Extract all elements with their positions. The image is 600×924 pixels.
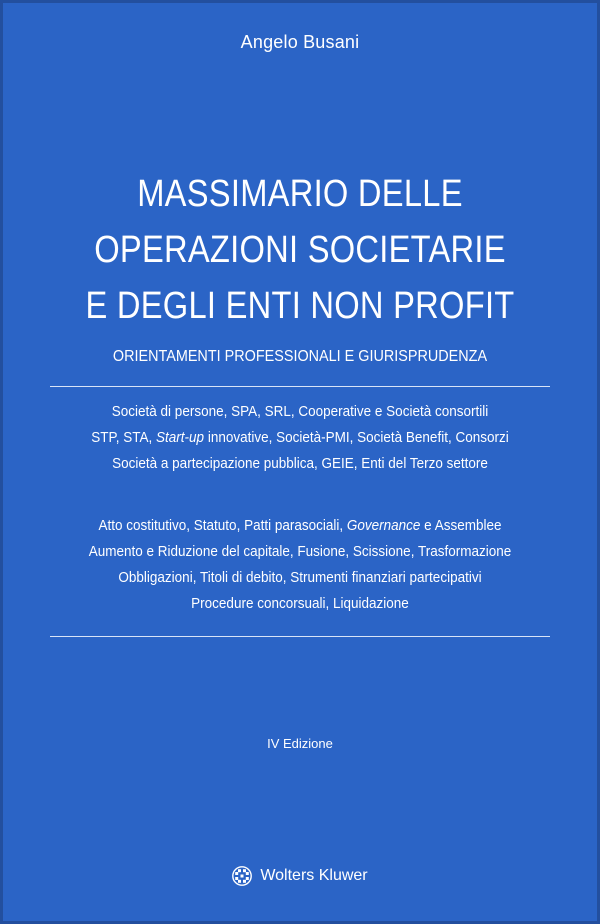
topic-line: Società a partecipazione pubblica, GEIE, Enti del Terzo settore xyxy=(112,455,488,472)
topic-text: e Assemblee xyxy=(420,517,502,534)
book-subtitle: ORIENTAMENTI PROFESSIONALI E GIURISPRUDENZA xyxy=(112,348,488,365)
topic-line xyxy=(39,425,561,451)
topic-text: Atto costitutivo, Statuto, Patti parasociali, xyxy=(98,517,347,534)
book-title xyxy=(59,166,541,334)
edition-label: IV Edizione xyxy=(267,736,333,751)
title-line-2: OPERAZIONI SOCIETARIE xyxy=(94,229,506,271)
topics-block-1 xyxy=(39,399,561,477)
topic-line: Aumento e Riduzione del capitale, Fusione, Scissione, Trasformazione xyxy=(88,543,512,560)
publisher-name: Wolters Kluwer xyxy=(260,867,368,884)
topics-block-2 xyxy=(39,513,561,617)
wolters-kluwer-logo-icon xyxy=(232,866,252,886)
divider-bottom xyxy=(50,636,550,637)
topic-text: innovative, Società-PMI, Società Benefit, Consorzi xyxy=(204,429,509,446)
publisher xyxy=(0,866,600,886)
author-name: Angelo Busani xyxy=(240,32,360,52)
topic-line xyxy=(39,513,561,539)
topic-line: Procedure concorsuali, Liquidazione xyxy=(191,595,409,612)
divider-top xyxy=(50,386,550,387)
topic-italic: Governance xyxy=(346,517,421,534)
topic-line: Società di persone, SPA, SRL, Cooperative e Società consortili xyxy=(111,403,489,420)
title-line-1: MASSIMARIO DELLE xyxy=(137,173,463,215)
topic-text: STP, STA, xyxy=(91,429,157,446)
topic-line: Obbligazioni, Titoli di debito, Strumenti finanziari partecipativi xyxy=(118,569,482,586)
topic-italic: Start-up xyxy=(156,429,205,446)
title-line-3: E DEGLI ENTI NON PROFIT xyxy=(85,285,515,327)
